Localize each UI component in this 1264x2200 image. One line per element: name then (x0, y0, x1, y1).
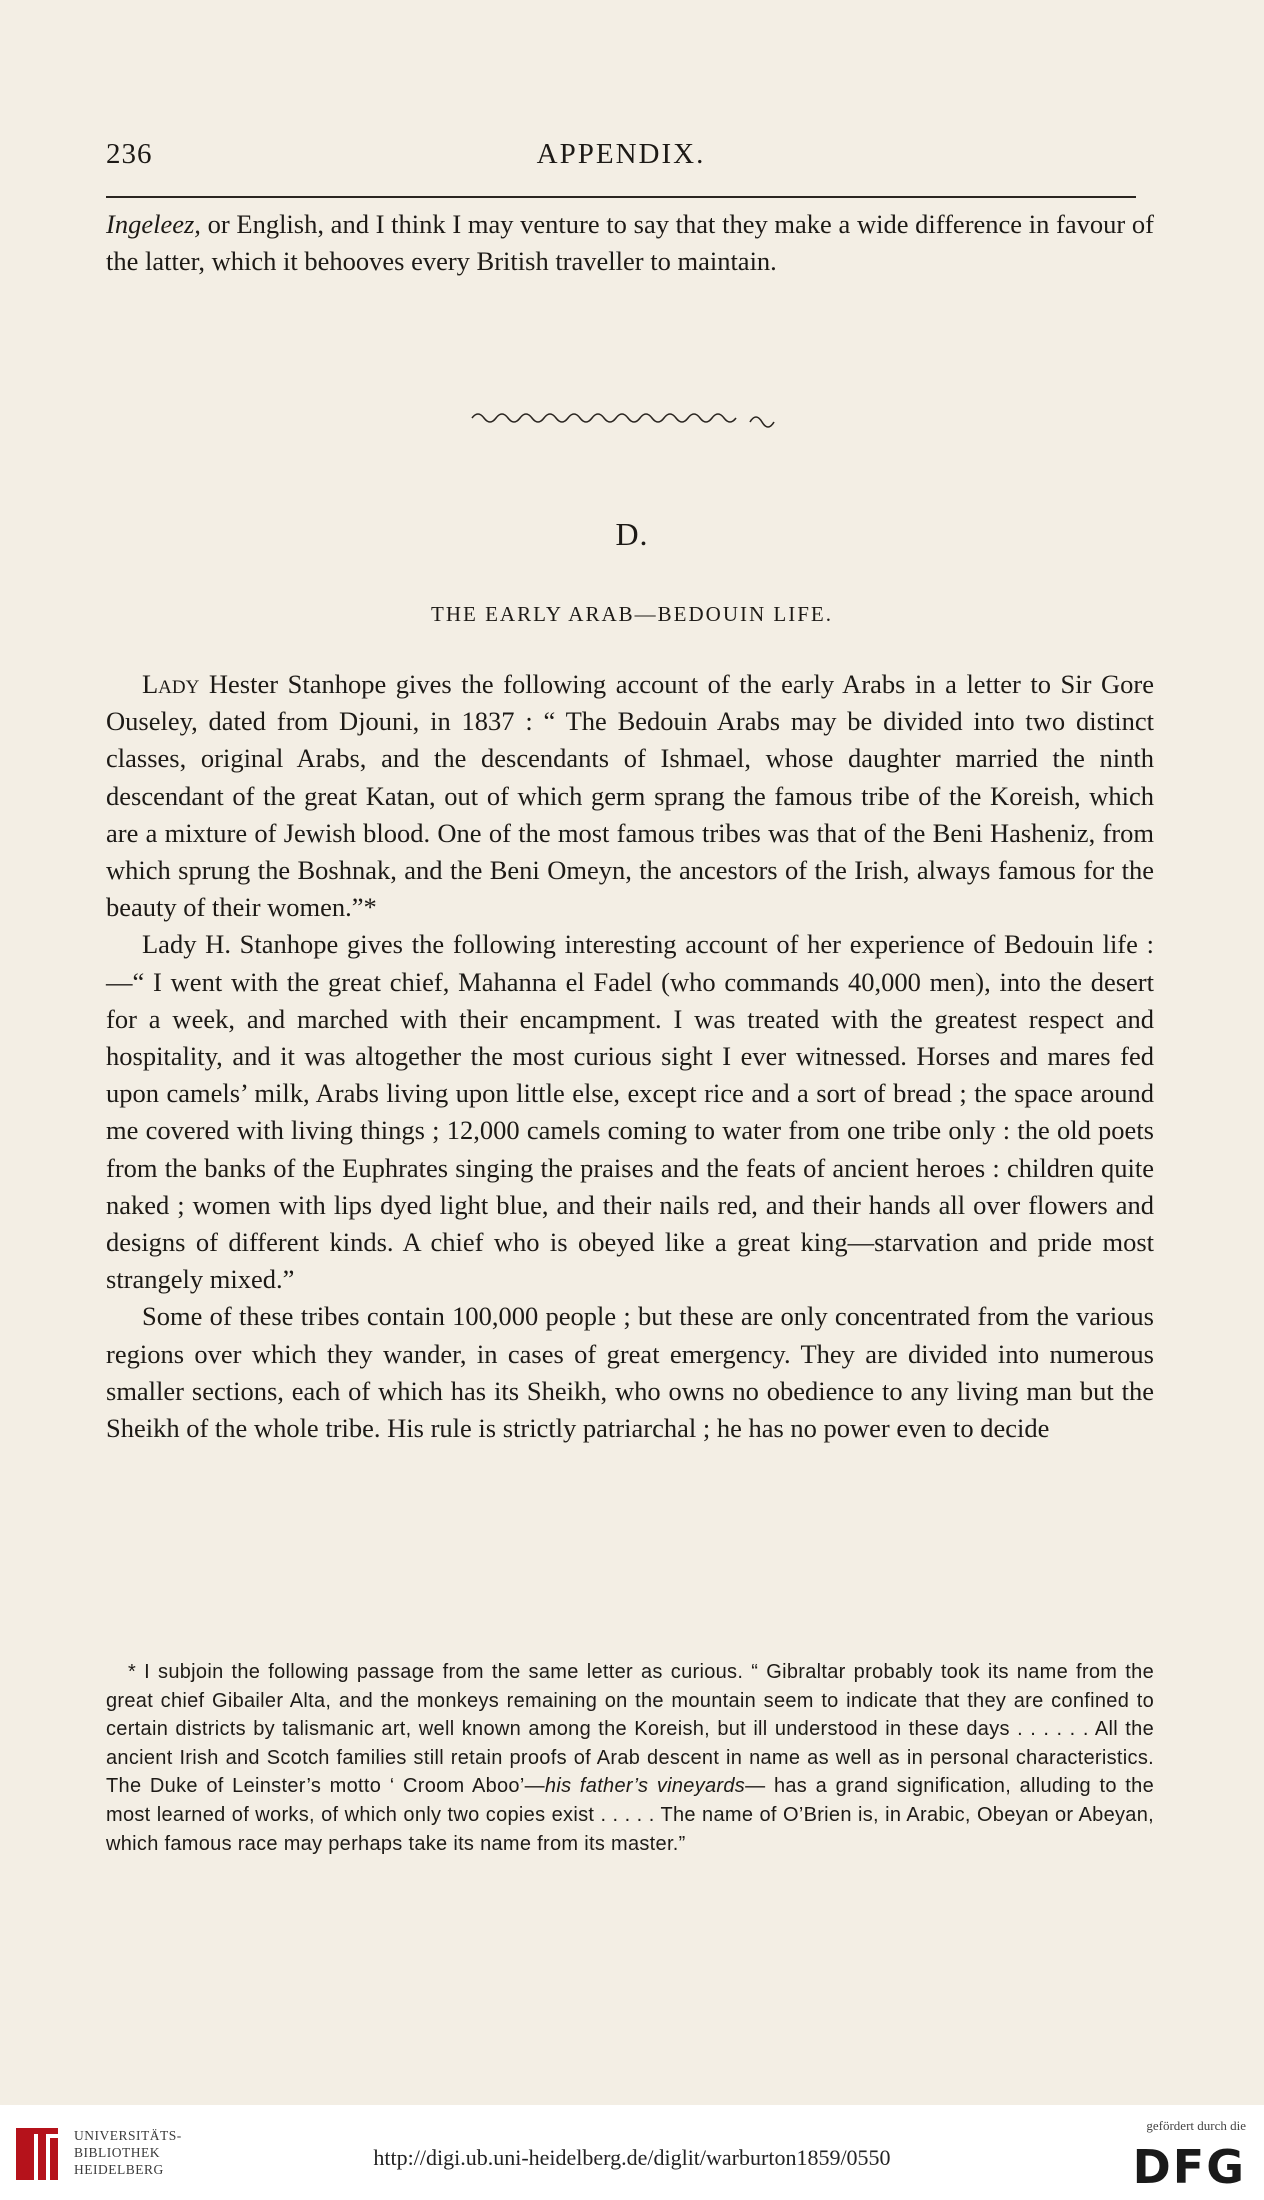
footnote-text-1: * I subjoin the following passage from the same letter as curious. “ Gibraltar probably took its name from the great chief Gibailer Alta, and the monkeys remaining on the mountain seem to indicate that they are confined to certain districts by talismanic art, well known among the Koreish, but ill understood in these days . . . . . . All the ancient Irish and Scotch families still retain proofs of Arab descent in name as well as in personal characteristics. The Duke of Leinster’s motto ‘ Croom Aboo’— (106, 1661, 1154, 1798)
funded-by-label: gefördert durch die (1146, 2118, 1246, 2133)
section-title: THE EARLY ARAB—BEDOUIN LIFE. (431, 602, 833, 626)
paragraph-2: Lady H. Stanhope gives the following interesting account of her experience of Bedouin life :—“ I went with the great chief, Mahanna el Fadel (who commands 40,000 men), into the desert for a week, and marched with their encampment. I was treated with the greatest respect and hospitality, and it was altogether the most curious sight I ever witnessed. Horses and mares fed upon camels’ milk, Arabs living upon little else, except rice and a sort of bread ; the space around me covered with living things ; 12,000 camels coming to water from one tribe only : the old poets from the banks of the Euphrates singing the praises and the feats of ancient heroes : children quite naked ; women with lips dyed light blue, and their nails red, and their hands all over flowers and designs of different kinds. A chief who is obeyed like a great king—starvation and pride most strangely mixed.” (106, 929, 1154, 1295)
footnote-italic: his father’s vineyards (544, 1775, 746, 1798)
paragraph-3: Some of these tribes contain 100,000 people ; but these are only concentrated from the various regions over which they wander, in cases of great emergency. They are divided into numerous smaller sections, each of which has its Sheikh, who owns no obedience to any living man but the Sheikh of the whole tribe. His rule is strictly patriarchal ; he has no power even to decide (106, 1301, 1154, 1444)
footnote (106, 1658, 1154, 1858)
intro-text: or English, and I think I may venture to say that they make a wide difference in favour of the latter, which it behooves every British traveller to maintain. (106, 209, 1154, 277)
library-line-3: HEIDELBERG (74, 2162, 164, 2177)
paragraph-1 (106, 666, 1154, 926)
paragraph-1-text: Hester Stanhope gives the following account of the early Arabs in a letter to Sir Gore Ouseley, dated from Djouni, in 1837 : “ The Bedouin Arabs may be divided into two distinct classes, original Arabs, and the descendants of Ishmael, whose daughter married the ninth descendant of the great Katan, out of which germ sprang the famous tribe of the Koreish, which are a mixture of Jewish blood. One of the most famous tribes was that of the Beni Hasheniz, from which sprung the Boshnak, and the Beni Omeyn, the ancestors of the Irish, always famous for the beauty of their women.”* (106, 669, 1154, 923)
footnote-text-2: — has a grand signification, alluding to the most learned of works, of which only two copies exist . . . . . The name of O’Brien is, in Arabic, Obeyan or Abeyan, which famous race may perhaps take its name from its master.” (106, 1775, 1155, 1855)
running-head: APPENDIX. (536, 138, 706, 170)
intro-italic-word: Ingeleez, (106, 209, 201, 239)
page-header (106, 138, 1136, 178)
permalink-url[interactable]: http://digi.ub.uni-heidelberg.de/diglit/warburton1859/0550 (373, 2145, 891, 2170)
library-line-1: UNIVERSITÄTS- (74, 2128, 182, 2143)
library-line-2: BIBLIOTHEK (74, 2145, 160, 2160)
main-text (106, 666, 1154, 1447)
wavy-ornament-icon (470, 406, 780, 430)
dfg-logo: DFG (1132, 2140, 1246, 2194)
smallcaps-lead: Lady (142, 669, 200, 699)
page-number: 236 (106, 138, 153, 170)
intro-paragraph (106, 206, 1154, 280)
section-letter: D. (615, 516, 649, 552)
header-rule (106, 196, 1136, 198)
